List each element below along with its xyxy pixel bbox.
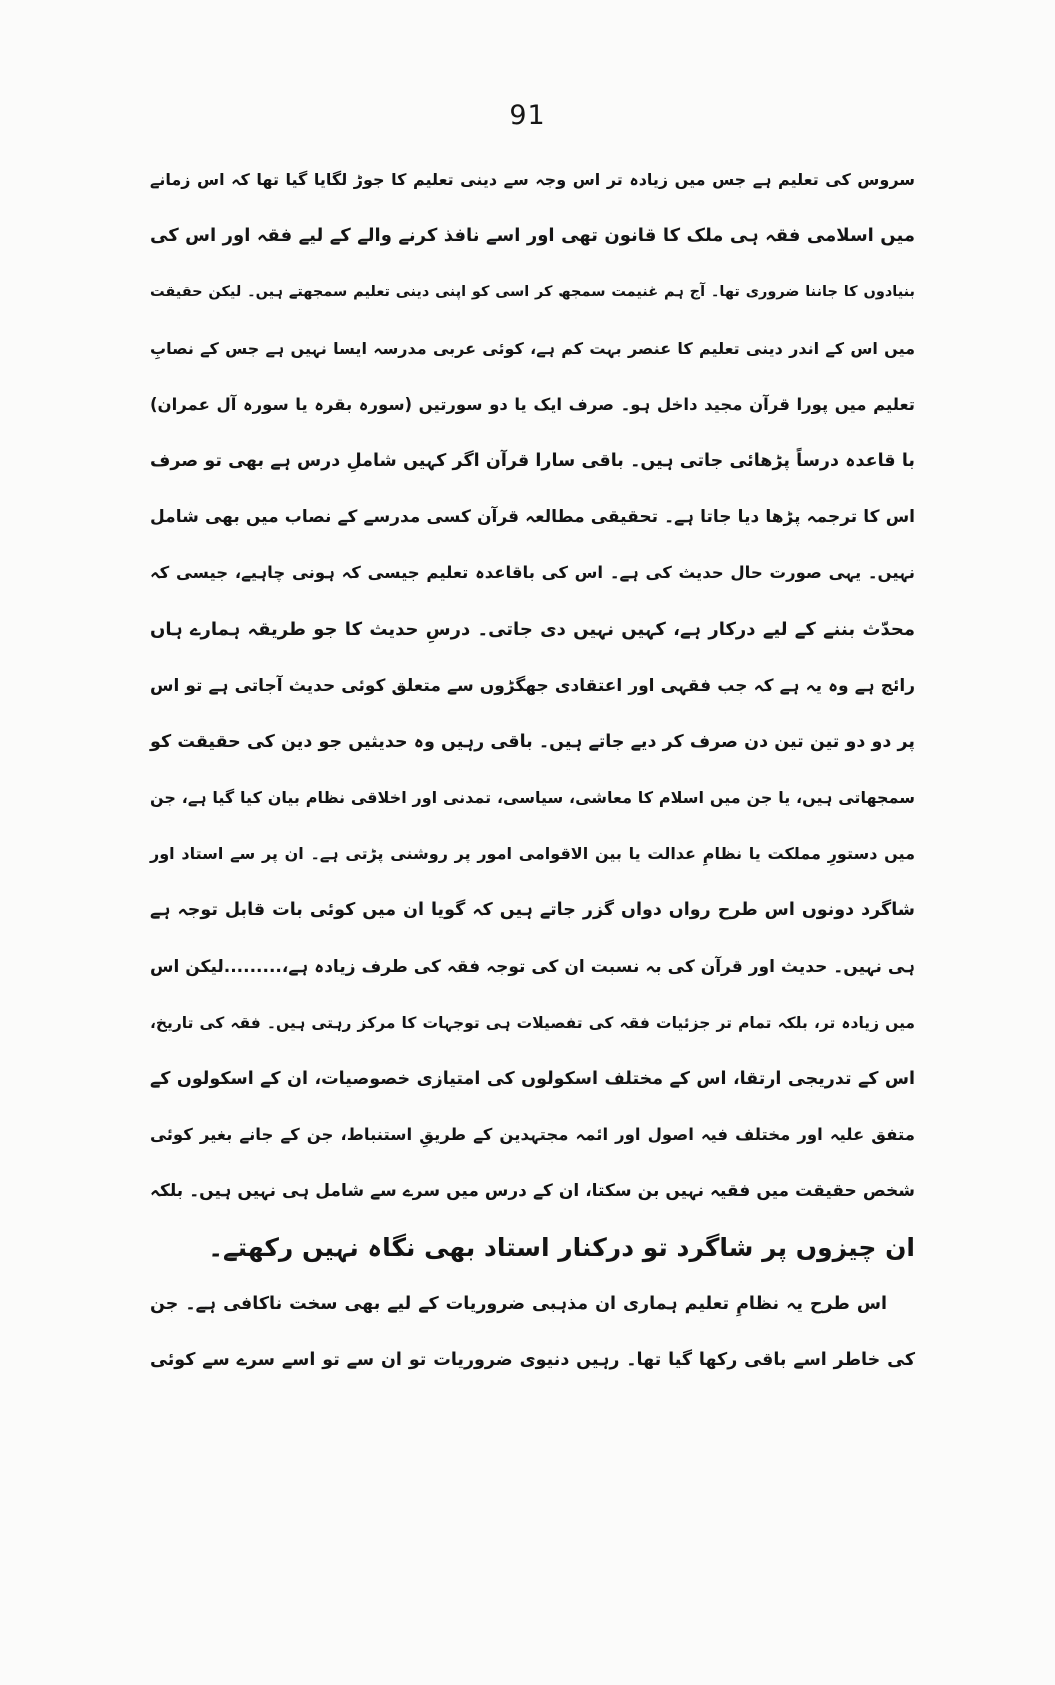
text-line: میں دستورِ مملکت یا نظامِ عدالت یا بین الاقوامی امور پر روشنی پڑتی ہے۔ ان پر سے استاد اور xyxy=(150,844,915,864)
text-line: شاگرد دونوں اس طرح رواں دواں گزر جاتے ہیں کہ گویا ان میں کوئی بات قابل توجہ ہے xyxy=(150,900,915,921)
paragraph-2 xyxy=(150,1276,915,1388)
text-line: متفق علیہ اور مختلف فیہ اصول اور ائمہ مجتہدین کے طریقِ استنباط، جن کے جانے بغیر کوئی xyxy=(150,1125,915,1145)
text-line: کی خاطر اسے باقی رکھا گیا تھا۔ رہیں دنیوی ضروریات تو ان سے تو اسے سرے سے کوئی xyxy=(150,1349,915,1370)
text-line: سروس کی تعلیم ہے جس میں زیادہ تر اس وجہ سے دینی تعلیم کا جوڑ لگایا گیا تھا کہ اس زمانے xyxy=(150,170,915,189)
text-line: میں زیادہ تر، بلکہ تمام تر جزئیات فقہ کی تفصیلات ہی توجہات کا مرکز رہتی ہیں۔ فقہ کی تاریخ، xyxy=(150,1013,915,1032)
text-line: محدّث بننے کے لیے درکار ہے، کہیں نہیں دی جاتی۔ درسِ حدیث کا جو طریقہ ہمارے ہاں xyxy=(150,618,915,640)
text-line: رائج ہے وہ یہ ہے کہ جب فقہی اور اعتقادی جھگڑوں سے متعلق کوئی حدیث آجاتی ہے تو اس xyxy=(150,675,915,696)
text-line: اس کا ترجمہ پڑھا دیا جاتا ہے۔ تحقیقی مطالعہ قرآن کسی مدرسے کے نصاب میں بھی شامل xyxy=(150,507,915,528)
text-line: پر دو دو تین تین دن صرف کر دیے جاتے ہیں۔ باقی رہیں وہ حدیثیں جو دین کی حقیقت کو xyxy=(150,731,915,752)
body-text xyxy=(150,152,915,1388)
text-line: با قاعدہ درساً پڑھائی جاتی ہیں۔ باقی سارا قرآن اگر کہیں شاملِ درس ہے بھی تو صرف xyxy=(150,450,915,471)
text-line: میں اسلامی فقہ ہی ملک کا قانون تھی اور اسے نافذ کرنے والے کے لیے فقہ اور اس کی xyxy=(150,225,915,247)
text-line: ان چیزوں پر شاگرد تو درکنار استاد بھی نگاہ نہیں رکھتے۔ xyxy=(208,1232,915,1262)
text-line: اس طرح یہ نظامِ تعلیم ہماری ان مذہبی ضروریات کے لیے بھی سخت ناکافی ہے۔ جن xyxy=(150,1293,887,1314)
text-line: سمجھاتی ہیں، یا جن میں اسلام کا معاشی، سیاسی، تمدنی اور اخلاقی نظام بیان کیا گیا ہے، جن xyxy=(150,788,915,808)
text-line: اس کے تدریجی ارتقا، اس کے مختلف اسکولوں کی امتیازی خصوصیات، ان کے اسکولوں کے xyxy=(150,1069,915,1089)
paragraph-1 xyxy=(150,152,915,1276)
text-line: بنیادوں کا جاننا ضروری تھا۔ آج ہم غنیمت سمجھ کر اسی کو اپنی دینی تعلیم سمجھتے ہیں۔ لیکن حقیقت xyxy=(150,284,915,301)
text-line: تعلیم میں پورا قرآن مجید داخل ہو۔ صرف ایک یا دو سورتیں (سورہ بقرہ یا سورہ آل عمران) xyxy=(150,394,915,414)
text-line: میں اس کے اندر دینی تعلیم کا عنصر بہت کم ہے، کوئی عربی مدرسہ ایسا نہیں ہے جس کے نصابِ xyxy=(150,338,915,358)
text-line: شخص حقیقت میں فقیہ نہیں بن سکتا، ان کے درس میں سرے سے شامل ہی نہیں ہیں۔ بلکہ xyxy=(150,1181,915,1202)
text-line: ہی نہیں۔ حدیث اور قرآن کی بہ نسبت ان کی توجہ فقہ کی طرف زیادہ ہے،.........لیکن اس xyxy=(150,956,915,977)
page-number: 91 xyxy=(509,100,546,131)
text-line: نہیں۔ یہی صورت حال حدیث کی ہے۔ اس کی باقاعدہ تعلیم جیسی کہ ہونی چاہیے، جیسی کہ xyxy=(150,563,915,583)
